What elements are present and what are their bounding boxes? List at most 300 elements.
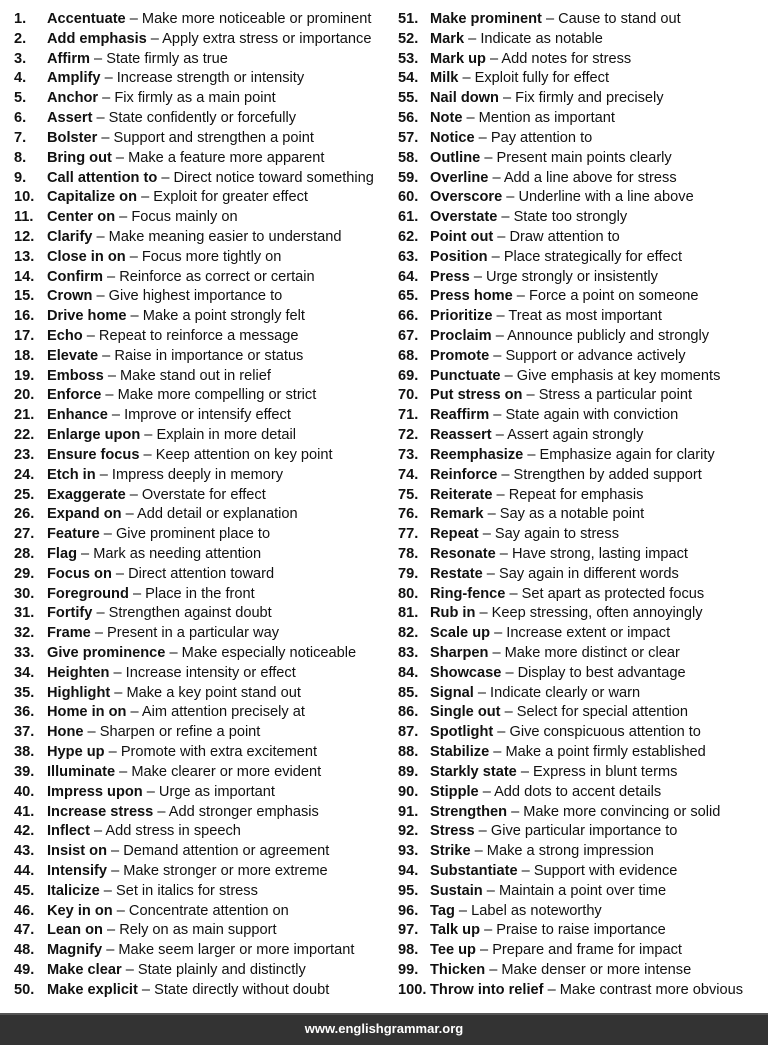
item-separator: – (485, 50, 502, 67)
item-number: 75. (398, 486, 419, 503)
item-separator: – (491, 427, 508, 444)
item-separator: – (541, 11, 559, 27)
item-term: Repeat (430, 526, 479, 543)
item-separator: – (140, 427, 157, 444)
list-item (14, 505, 390, 525)
list-item (14, 446, 390, 466)
item-term: Add emphasis (47, 30, 147, 47)
item-separator: – (523, 446, 540, 463)
item-term: Reiterate (430, 486, 493, 503)
item-definition: Strengthen by added support (513, 466, 702, 483)
item-separator: – (115, 763, 132, 780)
item-term: Hype up (47, 744, 105, 761)
list-item (14, 565, 390, 585)
item-definition: Say as a notable point (499, 506, 645, 523)
item-number: 85. (398, 684, 419, 701)
item-definition: Add stronger emphasis (168, 803, 319, 820)
item-separator: – (112, 902, 129, 919)
item-number: 69. (398, 367, 419, 384)
item-term: Ring-fence (430, 585, 506, 602)
item-definition: Give emphasis at key moments (516, 367, 721, 384)
item-definition: Underline with a line above (518, 189, 694, 206)
item-term: Enhance (47, 407, 108, 424)
item-term: Capitalize on (47, 189, 138, 206)
item-definition: Place strategically for effect (503, 248, 682, 265)
list-item (398, 208, 764, 228)
item-separator: – (473, 684, 491, 701)
item-separator: – (474, 823, 491, 840)
item-definition: Set apart as protected focus (521, 585, 705, 602)
list-item (14, 406, 390, 426)
list-item (398, 664, 764, 684)
item-term: Make prominent (430, 11, 542, 27)
list-item (14, 30, 390, 50)
item-definition: Make contrast more obvious (559, 981, 744, 998)
item-term: Call attention to (47, 169, 158, 186)
item-term: Affirm (47, 50, 90, 67)
item-definition: Say again to stress (494, 526, 620, 543)
list-item (14, 902, 390, 922)
item-separator: – (498, 90, 516, 107)
item-number: 16. (14, 308, 35, 325)
list-item (398, 822, 764, 842)
item-term: Position (430, 248, 488, 265)
item-separator: – (475, 605, 492, 622)
list-item (398, 109, 764, 129)
item-term: Exaggerate (47, 486, 126, 503)
item-number: 28. (14, 545, 35, 562)
list-item (398, 228, 764, 248)
item-term: Overstate (430, 209, 498, 226)
item-number: 80. (398, 585, 419, 602)
item-number: 42. (14, 823, 35, 840)
item-term: Hone (47, 724, 84, 741)
item-term: Sharpen (430, 645, 489, 661)
item-definition: Make a strong impression (486, 843, 654, 860)
list-item (398, 268, 764, 288)
list-item (14, 585, 390, 605)
item-separator: – (146, 30, 163, 47)
item-separator: – (111, 149, 129, 166)
item-term: Amplify (47, 70, 101, 87)
item-definition: Sharpen or refine a point (99, 724, 261, 741)
item-term: Intensify (47, 862, 108, 879)
item-term: Drive home (47, 308, 127, 325)
item-number: 23. (14, 446, 35, 463)
item-number: 88. (398, 744, 419, 761)
item-number: 13. (14, 248, 35, 265)
item-term: Press home (430, 288, 513, 305)
item-number: 49. (14, 962, 35, 978)
item-number: 94. (398, 862, 419, 879)
item-separator: – (488, 169, 504, 186)
item-definition: Draw attention to (509, 228, 620, 245)
item-term: Reassert (430, 427, 492, 444)
item-number: 56. (398, 110, 419, 127)
item-number: 60. (398, 189, 419, 206)
item-separator: – (92, 288, 109, 305)
list-item (14, 69, 390, 89)
item-separator: – (543, 981, 560, 998)
item-separator: – (488, 645, 505, 661)
item-separator: – (102, 942, 119, 959)
item-term: Make clear (47, 962, 122, 978)
item-separator: – (153, 803, 169, 820)
item-separator: – (502, 189, 519, 206)
list-item (398, 188, 764, 208)
item-number: 71. (398, 407, 419, 424)
item-separator: – (489, 407, 506, 424)
item-term: Single out (430, 704, 501, 721)
item-term: Stress (430, 823, 475, 840)
item-term: Bring out (47, 149, 112, 166)
list-item (14, 941, 390, 961)
item-term: Strengthen (430, 803, 508, 820)
item-definition: Improve or intensify effect (124, 407, 291, 424)
item-term: Emboss (47, 367, 104, 384)
item-definition: Impress deeply in memory (111, 466, 284, 483)
item-definition: Support or advance actively (505, 347, 686, 364)
item-number: 10. (14, 189, 35, 206)
item-definition: Make seem larger or more important (118, 942, 355, 959)
item-number: 34. (14, 664, 35, 681)
item-separator: – (478, 783, 495, 800)
item-separator: – (92, 228, 109, 245)
list-item (14, 664, 390, 684)
item-term: Proclaim (430, 328, 492, 344)
item-separator: – (137, 189, 154, 206)
item-definition: Make more compelling or strict (117, 387, 317, 404)
item-definition: Aim attention precisely at (141, 704, 305, 721)
item-definition: Explain in more detail (156, 427, 297, 444)
item-number: 50. (14, 981, 35, 998)
list-item (14, 624, 390, 644)
item-definition: Make meaning easier to understand (108, 228, 342, 245)
item-number: 78. (398, 545, 419, 562)
item-separator: – (485, 962, 502, 978)
item-definition: Demand attention or agreement (123, 843, 330, 860)
item-number: 99. (398, 962, 419, 978)
item-separator: – (95, 466, 112, 483)
item-definition: Add dots to accent details (494, 783, 662, 800)
item-number: 39. (14, 763, 35, 780)
item-number: 86. (398, 704, 419, 721)
item-separator: – (92, 605, 109, 622)
item-definition: Add detail or explanation (137, 506, 298, 523)
item-term: Put stress on (430, 387, 523, 404)
item-definition: Make more noticeable or prominent (141, 11, 372, 27)
right-column-list (398, 10, 764, 1001)
list-item (398, 882, 764, 902)
list-item (14, 803, 390, 823)
item-definition: Focus more tightly on (141, 248, 282, 265)
item-number: 100. (398, 981, 427, 998)
list-item (14, 981, 390, 1001)
item-definition: Make clearer or more evident (131, 763, 322, 780)
list-item (398, 644, 764, 664)
list-item (398, 624, 764, 644)
item-term: Accentuate (47, 11, 126, 27)
list-item (398, 327, 764, 347)
item-term: Thicken (430, 962, 486, 978)
item-definition: Promote with extra excitement (120, 744, 318, 761)
item-term: Magnify (47, 942, 103, 959)
item-number: 83. (398, 645, 419, 661)
item-number: 92. (398, 823, 419, 840)
item-number: 64. (398, 268, 419, 285)
item-definition: Maintain a point over time (498, 882, 667, 899)
item-definition: Make more convincing or solid (523, 803, 721, 820)
item-number: 81. (398, 605, 419, 622)
list-item (14, 426, 390, 446)
list-item (14, 723, 390, 743)
list-item (398, 505, 764, 525)
list-item (14, 486, 390, 506)
item-term: Tag (430, 902, 455, 919)
list-item (398, 783, 764, 803)
item-definition: Express in blunt terms (533, 763, 678, 780)
item-separator: – (475, 942, 493, 959)
list-item (14, 466, 390, 486)
list-item (14, 188, 390, 208)
item-separator: – (139, 446, 156, 463)
item-separator: – (500, 704, 517, 721)
item-number: 37. (14, 724, 35, 741)
item-separator: – (125, 248, 142, 265)
list-item (14, 109, 390, 129)
item-term: Reemphasize (430, 446, 524, 463)
item-number: 6. (14, 110, 27, 127)
item-term: Reinforce (430, 466, 498, 483)
item-definition: Indicate clearly or warn (490, 684, 641, 701)
item-number: 11. (14, 209, 34, 226)
item-separator: – (126, 308, 143, 325)
item-definition: Fix firmly and precisely (515, 90, 664, 107)
item-definition: Increase intensity or effect (125, 664, 296, 681)
item-separator: – (137, 981, 155, 998)
item-number: 96. (398, 902, 419, 919)
item-term: Enlarge upon (47, 427, 141, 444)
item-separator: – (89, 823, 106, 840)
item-separator: – (522, 387, 539, 404)
item-number: 47. (14, 922, 35, 939)
item-separator: – (489, 744, 506, 761)
item-separator: – (495, 545, 512, 562)
item-definition: Treat as most important (508, 308, 662, 325)
item-number: 18. (14, 347, 35, 364)
list-item (398, 723, 764, 743)
item-number: 57. (398, 129, 419, 146)
item-separator: – (110, 684, 127, 701)
item-definition: Reinforce as correct or certain (119, 268, 315, 285)
item-term: Showcase (430, 664, 502, 681)
list-item (398, 129, 764, 149)
item-term: Note (430, 110, 463, 127)
item-term: Echo (47, 328, 83, 344)
item-number: 17. (14, 328, 35, 344)
list-item (398, 50, 764, 70)
item-definition: State too strongly (513, 209, 628, 226)
item-definition: Indicate as notable (480, 30, 603, 47)
item-number: 76. (398, 506, 419, 523)
item-separator: – (104, 744, 121, 761)
item-definition: Prepare and frame for impact (492, 942, 682, 959)
item-separator: – (125, 486, 142, 503)
item-definition: Force a point on someone (528, 288, 699, 305)
item-number: 74. (398, 466, 419, 483)
item-separator: – (102, 268, 120, 285)
item-definition: Give particular importance to (490, 823, 678, 840)
list-item (14, 545, 390, 565)
item-separator: – (505, 585, 522, 602)
list-item (398, 367, 764, 387)
item-number: 12. (14, 228, 35, 245)
item-definition: Add stress in speech (105, 823, 241, 840)
list-item (398, 902, 764, 922)
item-definition: Make a point firmly established (505, 744, 706, 761)
item-number: 19. (14, 367, 35, 384)
item-definition: Mention as important (478, 110, 615, 127)
item-term: Increase stress (47, 803, 154, 820)
item-term: Close in on (47, 248, 126, 265)
footer-bar (0, 1015, 768, 1045)
item-number: 8. (14, 149, 27, 166)
item-separator: – (483, 506, 500, 523)
item-term: Flag (47, 545, 77, 562)
item-number: 93. (398, 843, 419, 860)
item-term: Talk up (430, 922, 481, 939)
list-item (14, 287, 390, 307)
item-number: 29. (14, 565, 35, 582)
item-separator: – (469, 268, 486, 285)
item-separator: – (482, 565, 499, 582)
item-number: 95. (398, 882, 419, 899)
item-separator: – (517, 862, 534, 879)
item-definition: Make stronger or more extreme (123, 862, 328, 879)
list-item (398, 169, 764, 189)
item-term: Tee up (430, 942, 476, 959)
item-separator: – (121, 506, 138, 523)
item-definition: Fix firmly as a main point (114, 90, 276, 107)
list-item (398, 763, 764, 783)
item-definition: Keep attention on key point (155, 446, 333, 463)
item-separator: – (100, 70, 117, 87)
item-number: 27. (14, 526, 35, 543)
item-term: Elevate (47, 347, 99, 364)
item-separator: – (99, 526, 116, 543)
item-term: Sustain (430, 882, 483, 899)
list-item (398, 347, 764, 367)
item-separator: – (492, 308, 509, 325)
list-item (398, 585, 764, 605)
list-item (14, 882, 390, 902)
item-definition: Give prominent place to (115, 526, 271, 543)
item-term: Resonate (430, 545, 496, 562)
item-definition: State plainly and distinctly (137, 962, 306, 978)
item-definition: Urge strongly or insistently (486, 268, 658, 285)
item-number: 63. (398, 248, 419, 265)
footer-website-link[interactable]: www.englishgrammar.org (304, 1021, 464, 1036)
item-term: Illuminate (47, 763, 116, 780)
item-definition: Make a feature more apparent (128, 149, 325, 166)
item-definition: Direct attention toward (128, 565, 275, 582)
item-term: Key in on (47, 902, 113, 919)
item-separator: – (487, 248, 504, 265)
item-number: 77. (398, 526, 419, 543)
list-item (398, 307, 764, 327)
list-item (398, 30, 764, 50)
item-definition: Assert again strongly (507, 427, 644, 444)
item-term: Inflect (47, 823, 90, 840)
list-item (398, 803, 764, 823)
list-item (14, 307, 390, 327)
item-term: Scale up (430, 625, 491, 642)
list-item (14, 604, 390, 624)
item-definition: Place in the front (145, 585, 255, 602)
item-term: Stipple (430, 783, 479, 800)
item-definition: State directly without doubt (154, 981, 330, 998)
list-item (14, 386, 390, 406)
item-term: Signal (430, 684, 474, 701)
item-number: 51. (398, 11, 419, 27)
item-separator: – (512, 288, 529, 305)
item-number: 14. (14, 268, 35, 285)
item-separator: – (97, 129, 114, 146)
list-item (398, 842, 764, 862)
list-item (14, 644, 390, 664)
item-separator: – (89, 50, 107, 67)
item-term: Give prominence (47, 645, 166, 661)
item-term: Mark (430, 30, 465, 47)
item-separator: – (489, 347, 506, 364)
item-term: Assert (47, 110, 93, 127)
list-item (398, 426, 764, 446)
item-separator: – (470, 843, 487, 860)
item-definition: Present in a particular way (107, 625, 280, 642)
item-term: Anchor (47, 90, 99, 107)
item-number: 98. (398, 942, 419, 959)
item-separator: – (474, 129, 491, 146)
item-number: 53. (398, 50, 419, 67)
item-term: Press (430, 268, 470, 285)
item-number: 70. (398, 387, 419, 404)
item-separator: – (101, 387, 118, 404)
item-number: 82. (398, 625, 419, 642)
item-separator: – (98, 347, 115, 364)
item-number: 9. (14, 169, 27, 186)
item-number: 4. (14, 70, 27, 87)
item-term: Focus on (47, 565, 112, 582)
item-term: Foreground (47, 585, 129, 602)
item-definition: Support with evidence (533, 862, 678, 879)
item-term: Remark (430, 506, 484, 523)
list-item (398, 89, 764, 109)
item-term: Point out (430, 228, 494, 245)
list-item (14, 763, 390, 783)
list-item (14, 149, 390, 169)
item-separator: – (121, 962, 138, 978)
item-number: 90. (398, 783, 419, 800)
list-item (14, 50, 390, 70)
item-term: Lean on (47, 922, 103, 939)
list-item (14, 169, 390, 189)
item-separator: – (493, 724, 510, 741)
item-separator: – (478, 526, 495, 543)
item-separator: – (454, 902, 472, 919)
list-item (398, 386, 764, 406)
item-separator: – (493, 228, 510, 245)
item-number: 5. (14, 90, 27, 107)
